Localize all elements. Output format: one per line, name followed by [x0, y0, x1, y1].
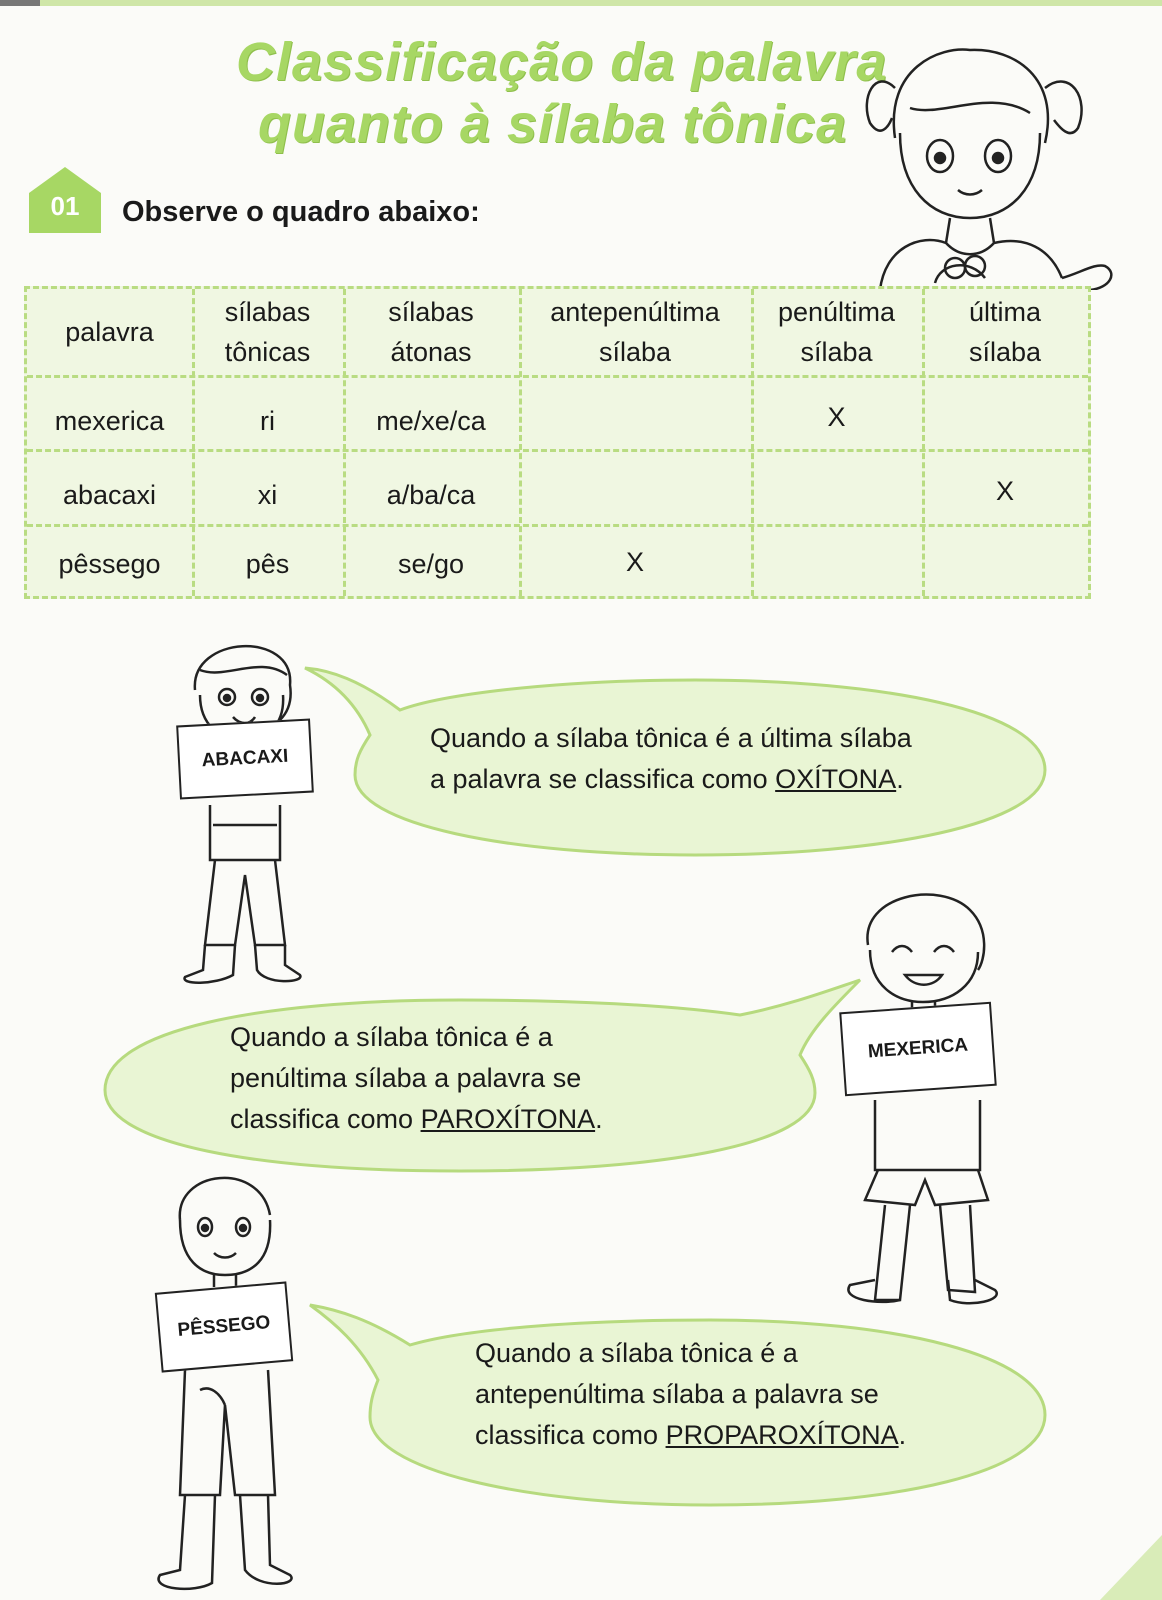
header-line: sílaba — [968, 337, 1042, 367]
boy-pessego-illustration-icon — [140, 1165, 320, 1595]
speech-bubble-oxitona — [300, 660, 1080, 860]
exercise-instruction: Observe o quadro abaixo: — [122, 196, 480, 228]
header-line: antepenúltima — [550, 297, 720, 327]
bubble-text: . — [595, 1104, 603, 1134]
top-border-accent — [0, 0, 40, 6]
table-cell — [922, 381, 1088, 461]
table-cell: a/ba/ca — [386, 480, 476, 510]
table-cell — [751, 455, 922, 535]
table-cell: xi — [257, 480, 278, 510]
table-cell: pêssego — [58, 549, 161, 579]
header-line: átonas — [390, 337, 472, 367]
table-cell — [922, 527, 1088, 601]
table-cell: se/go — [397, 549, 465, 579]
table-header-cell — [343, 289, 519, 375]
header-line: tônicas — [224, 337, 311, 367]
title-line-2: quanto à sílaba tônica — [258, 94, 848, 154]
table-cell: pês — [245, 549, 290, 579]
bubble-text: . — [898, 1420, 907, 1450]
exercise-number: 01 — [50, 191, 80, 221]
header-line: sílabas — [388, 297, 474, 327]
term-proparoxitona: PROPAROXÍTONA — [665, 1420, 899, 1450]
header-line: última — [968, 297, 1042, 327]
table-cell: mexerica — [54, 406, 165, 436]
table-cell — [751, 527, 922, 601]
bubble-text: a palavra se classifica como — [430, 764, 776, 794]
bubble-text: classifica como — [475, 1420, 666, 1450]
bubble-oxitona-line2 — [430, 759, 912, 800]
girl-top-illustration-icon — [840, 28, 1120, 290]
table-divider — [27, 375, 1088, 378]
table-cell: X — [827, 402, 846, 432]
exercise-badge — [27, 165, 103, 235]
girl-abacaxi-illustration-icon — [165, 625, 335, 1000]
bubble-paroxitona-line3 — [230, 1099, 603, 1140]
bubble-proparoxitona-line1: Quando a sílaba tônica é a — [475, 1338, 798, 1368]
term-paroxitona: PAROXÍTONA — [420, 1104, 596, 1134]
sign-abacaxi: ABACAXI — [176, 719, 314, 800]
header-line: penúltima — [777, 297, 896, 327]
page-corner-icon — [1100, 1535, 1162, 1600]
bubble-proparoxitona-line3 — [475, 1415, 906, 1456]
bubble-text: . — [896, 764, 904, 794]
title-line-1: Classificação da palavra — [236, 32, 888, 92]
top-border — [0, 0, 1162, 6]
bubble-oxitona-line1: Quando a sílaba tônica é a última sílaba — [430, 723, 912, 753]
table-header-cell — [922, 289, 1088, 375]
table-cell: X — [995, 476, 1014, 506]
header-line: sílaba — [598, 337, 672, 367]
table-header-cell — [192, 289, 343, 375]
sign-mexerica: MEXERICA — [839, 1002, 996, 1096]
table-cell: me/xe/ca — [376, 406, 486, 436]
table-cell: ri — [260, 406, 275, 436]
table-cell — [519, 455, 751, 535]
speech-bubble-paroxitona — [100, 975, 870, 1175]
table-cell — [519, 381, 751, 461]
table-header-cell — [751, 289, 922, 375]
table-header-cell — [27, 289, 192, 375]
bubble-text: classifica como — [230, 1104, 421, 1134]
bubble-paroxitona-line2: penúltima sílaba a palavra se — [230, 1063, 582, 1093]
term-oxitona: OXÍTONA — [775, 764, 897, 794]
header-line: sílabas — [224, 297, 311, 327]
sign-pessego: PÊSSEGO — [155, 1281, 293, 1372]
bubble-paroxitona-line1: Quando a sílaba tônica é a — [230, 1022, 553, 1052]
bubble-proparoxitona-line2: antepenúltima sílaba a palavra se — [475, 1379, 879, 1409]
syllable-table — [24, 286, 1091, 599]
table-header-cell — [519, 289, 751, 375]
table-cell: abacaxi — [62, 480, 157, 510]
header-line: palavra — [65, 317, 154, 347]
speech-bubble-proparoxitona — [300, 1295, 1060, 1510]
header-line: sílaba — [800, 337, 873, 367]
table-cell: X — [625, 547, 644, 577]
